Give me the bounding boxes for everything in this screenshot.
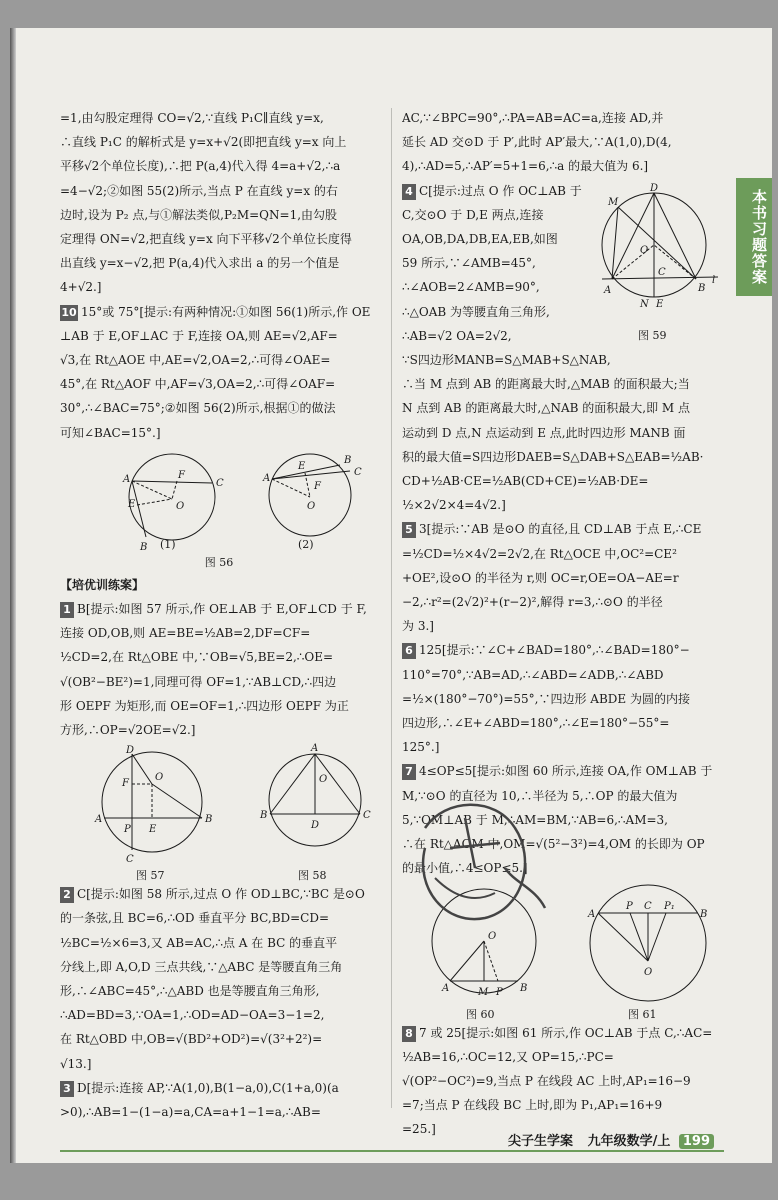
svg-text:C: C bbox=[363, 810, 371, 822]
text-line: 125[提示:∵∠C+∠BAD=180°,∴∠BAD=180°− bbox=[419, 643, 690, 658]
svg-text:P: P bbox=[496, 986, 503, 998]
svg-text:C: C bbox=[126, 854, 134, 865]
text-line: =½CD=½×4√2=2√2,在 Rt△OCE 中,OC²=CE² bbox=[402, 546, 677, 561]
text-line: C[提示:过点 O 作 OC⊥AB 于 bbox=[419, 183, 582, 198]
text-line: AC,∵∠BPC=90°,∴PA=AB=AC=a,连接 AD,并 bbox=[402, 111, 664, 125]
answer-8 bbox=[402, 1021, 720, 1142]
svg-text:A: A bbox=[263, 472, 271, 484]
footer-rule bbox=[60, 1150, 724, 1152]
svg-text:B: B bbox=[700, 908, 708, 920]
text-line: ∴在 Rt△AOM 中,OM=√(5²−3²)=4,OM 的长即为 OP bbox=[402, 837, 705, 852]
svg-text:A: A bbox=[588, 908, 596, 920]
question-number: 10 bbox=[61, 305, 77, 319]
figure-56-caption: 图 56 bbox=[204, 555, 234, 569]
question-number: 3 bbox=[60, 1081, 74, 1097]
question-number: 2 bbox=[60, 887, 74, 903]
figure-59-diagram bbox=[598, 183, 720, 323]
svg-text:P: P bbox=[626, 900, 633, 912]
text-line: 125°.] bbox=[402, 740, 440, 755]
figure-59-caption: 图 59 bbox=[638, 328, 667, 342]
section-heading: 【培优训练案】 bbox=[60, 577, 145, 592]
text-line: 出直线 y=x−√2,把 P(a,4)代入求出 a 的另一个值是 bbox=[60, 256, 340, 271]
question-number: 7 bbox=[402, 764, 416, 780]
figure-60-caption: 图 60 bbox=[466, 1007, 495, 1021]
text-line: √(OB²−BE²)=1,同理可得 OF=1,∵AB⊥CD,∴四边 bbox=[60, 674, 337, 689]
answer-4 bbox=[402, 179, 720, 518]
footer-brand: 尖子生学案 bbox=[508, 1134, 574, 1149]
text-line: 4+√2.] bbox=[60, 280, 102, 295]
text-line: D[提示:连接 AP,∵A(1,0),B(1−a,0),C(1+a,0)(a bbox=[77, 1080, 339, 1095]
svg-text:B: B bbox=[260, 810, 268, 822]
answer-3 bbox=[60, 1076, 378, 1124]
question-number: 1 bbox=[60, 602, 74, 618]
figure-56 bbox=[60, 445, 378, 573]
text-line: N 点到 AB 的距离最大时,△NAB 的面积最大,即 M 点 bbox=[402, 401, 691, 416]
svg-text:A: A bbox=[311, 743, 319, 755]
svg-text:A: A bbox=[604, 284, 612, 296]
text-line: 形,∴∠ABC=45°,∴△ABD 也是等腰直角三角形, bbox=[60, 984, 320, 999]
text-line: 积的最大值=S四边形DAEB=S△DAB+S△EAB=½AB· bbox=[402, 449, 704, 464]
text-line: 4≤OP≤5[提示:如图 60 所示,连接 OA,作 OM⊥AB 于 bbox=[419, 764, 713, 779]
text-line: CD+½AB·CE=½AB(CD+CE)=½AB·DE= bbox=[402, 474, 649, 489]
svg-text:M: M bbox=[478, 986, 489, 998]
text-line: =1,由勾股定理得 CO=√2,∵直线 P₁C∥直线 y=x, bbox=[60, 111, 324, 125]
figure-58-caption: 图 58 bbox=[298, 869, 327, 883]
text-line: B[提示:如图 57 所示,作 OE⊥AB 于 E,OF⊥CD 于 F, bbox=[77, 602, 367, 617]
text-line: 5,∵OM⊥AB 于 M,∴AM=BM,∵AB=6,∴AM=3, bbox=[402, 812, 668, 827]
answers-section-tab[interactable]: 本书习题答案 bbox=[736, 178, 772, 296]
text-line: C[提示:如图 58 所示,过点 O 作 OD⊥BC,∵BC 是⊙O bbox=[77, 887, 365, 902]
answer-2 bbox=[60, 882, 378, 1076]
svg-text:A: A bbox=[442, 982, 450, 994]
svg-text:E: E bbox=[128, 498, 136, 510]
svg-text:C: C bbox=[216, 477, 224, 489]
figure-57-caption: 图 57 bbox=[136, 869, 165, 883]
text-line: 在 Rt△OBD 中,OB=√(BD²+OD²)=√(3²+2²)= bbox=[60, 1032, 323, 1047]
svg-text:C: C bbox=[644, 900, 652, 912]
text-line: 59 所示,∵∠AMB=45°, bbox=[402, 256, 536, 271]
svg-text:F: F bbox=[178, 469, 185, 481]
figure-56-sub1: (1) bbox=[160, 537, 176, 551]
figures-57-58-diagram bbox=[60, 742, 378, 864]
svg-text:l: l bbox=[712, 274, 716, 286]
question-number: 6 bbox=[402, 643, 416, 659]
svg-text:F: F bbox=[122, 778, 129, 790]
text-line: √(OP²−OC²)=9,当点 P 在线段 AC 上时,AP₁=16−9 bbox=[402, 1073, 691, 1088]
answer-6 bbox=[402, 638, 720, 759]
right-continuation bbox=[402, 106, 720, 179]
text-line: =4−√2;②如图 55(2)所示,当点 P 在直线 y=x 的右 bbox=[60, 183, 338, 198]
left-continuation bbox=[60, 106, 378, 300]
text-line: 分线上,即 A,O,D 三点共线,∵△ABC 是等腰直角三角 bbox=[60, 959, 343, 974]
text-line: +OE²,设⊙O 的半径为 r,则 OC=r,OE=OA−AE=r bbox=[402, 570, 679, 585]
svg-text:D: D bbox=[311, 820, 320, 832]
svg-text:O: O bbox=[488, 930, 497, 942]
svg-text:B: B bbox=[140, 541, 148, 553]
text-line: 110°=70°,∵AB=AD,∴∠ABD=∠ADB,∴∠ABD bbox=[402, 667, 664, 682]
text-line: 边时,设为 P₂ 点,与①解法类似,P₂M=QN=1,由勾股 bbox=[60, 207, 338, 222]
figures-57-58 bbox=[60, 742, 378, 882]
text-line: =½×(180°−70°)=55°,∵四边形 ABDE 为圆的内接 bbox=[402, 691, 690, 706]
text-line: 可知∠BAC=15°.] bbox=[60, 425, 161, 440]
text-line: 30°,∴∠BAC=75°;②如图 56(2)所示,根据①的做法 bbox=[60, 401, 336, 416]
right-column bbox=[402, 106, 720, 1142]
svg-text:E: E bbox=[298, 460, 306, 472]
text-line: √3,在 Rt△AOE 中,AE=√2,OA=2,∴可得∠OAE= bbox=[60, 353, 331, 368]
svg-text:F: F bbox=[314, 480, 321, 492]
svg-text:M: M bbox=[608, 196, 619, 208]
text-line: ½CD=2,在 Rt△OBE 中,∵OB=√5,BE=2,∴OE= bbox=[60, 650, 334, 665]
page-footer bbox=[508, 1130, 714, 1149]
text-line: =25.] bbox=[402, 1122, 436, 1137]
svg-text:O: O bbox=[640, 244, 649, 256]
svg-text:A: A bbox=[95, 814, 103, 826]
text-line: ½BC=½×6=3,又 AB=AC,∴点 A 在 BC 的垂直平 bbox=[60, 935, 338, 950]
svg-text:C: C bbox=[658, 266, 666, 278]
figure-56-sub2: (2) bbox=[298, 537, 314, 551]
svg-text:O: O bbox=[307, 500, 316, 512]
text-line: 四边形,∴∠E+∠ABD=180°,∴∠E=180°−55°= bbox=[402, 716, 670, 731]
text-line: ∴当 M 点到 AB 的距离最大时,△MAB 的面积最大;当 bbox=[402, 377, 690, 392]
text-line: ∴AB=√2 OA=2√2, bbox=[402, 328, 512, 343]
text-line: 延长 AD 交⊙D 于 P′,此时 AP′最大,∵A(1,0),D(4, bbox=[402, 135, 672, 150]
answer-page bbox=[10, 28, 772, 1163]
text-line: 3[提示:∵AB 是⊙O 的直径,且 CD⊥AB 于点 E,∴CE bbox=[419, 522, 702, 537]
svg-text:O: O bbox=[176, 500, 185, 512]
svg-text:N: N bbox=[640, 298, 649, 310]
text-line: 定理得 ON=√2,把直线 y=x 向下平移√2个单位长度得 bbox=[60, 232, 352, 247]
svg-text:B: B bbox=[520, 982, 528, 994]
text-line: √13.] bbox=[60, 1056, 92, 1071]
svg-text:D: D bbox=[650, 182, 659, 194]
text-line: 运动到 D 点,N 点运动到 E 点,此时四边形 MANB 面 bbox=[402, 425, 686, 440]
handwritten-watermark bbox=[405, 788, 565, 938]
svg-text:P: P bbox=[124, 824, 131, 836]
answer-10 bbox=[60, 300, 378, 445]
svg-text:P₁: P₁ bbox=[664, 900, 675, 912]
svg-text:E: E bbox=[656, 298, 664, 310]
text-line: ½AB=16,∴OC=12,又 OP=15,∴PC= bbox=[402, 1049, 614, 1064]
page-number: 199 bbox=[679, 1134, 714, 1149]
text-line: C,交⊙O 于 D,E 两点,连接 bbox=[402, 207, 544, 222]
svg-text:O: O bbox=[644, 966, 653, 978]
svg-text:O: O bbox=[319, 774, 328, 786]
text-line: 的一条弦,且 BC=6,∴OD 垂直平分 BC,BD=CD= bbox=[60, 911, 330, 926]
text-line: 7 或 25[提示:如图 61 所示,作 OC⊥AB 于点 C,∴AC= bbox=[419, 1025, 713, 1040]
svg-text:B: B bbox=[698, 282, 706, 294]
text-line: 15°或 75°[提示:有两种情况:①如图 56(1)所示,作 OE bbox=[81, 304, 371, 319]
text-line: 方形,∴OP=√2OE=√2.] bbox=[60, 723, 196, 738]
svg-text:A: A bbox=[123, 473, 131, 485]
svg-text:B: B bbox=[205, 814, 213, 826]
text-line: ∴直线 P₁C 的解析式是 y=x+√2(即把直线 y=x 向上 bbox=[60, 135, 347, 150]
answer-1 bbox=[60, 597, 378, 742]
text-line: >0),∴AB=1−(1−a)=a,CA=a+1−1=a,∴AB= bbox=[60, 1105, 321, 1120]
text-line: 平移√2个单位长度),∴把 P(a,4)代入得 4=a+√2,∴a bbox=[60, 159, 341, 174]
text-line: −2,∴r²=(2√2)²+(r−2)²,解得 r=3,∴⊙O 的半径 bbox=[402, 595, 663, 610]
text-line: ∴AD=BD=3,∵OA=1,∴OD=AD−OA=3−1=2, bbox=[60, 1008, 325, 1023]
text-line: 45°,在 Rt△AOF 中,AF=√3,OA=2,∴可得∠OAF= bbox=[60, 377, 336, 392]
text-line: M,∵⊙O 的直径为 10,∴半径为 5,∴OP 的最大值为 bbox=[402, 788, 678, 803]
question-number: 5 bbox=[402, 522, 416, 538]
book-spine bbox=[10, 28, 16, 1163]
svg-text:O: O bbox=[155, 772, 164, 784]
text-line: OA,OB,DA,DB,EA,EB,如图 bbox=[402, 232, 558, 247]
text-line: ∴∠AOB=2∠AMB=90°, bbox=[402, 280, 540, 295]
text-line: ½×2√2×4=4√2.] bbox=[402, 498, 506, 513]
text-line: ∴△OAB 为等腰直角三角形, bbox=[402, 304, 550, 319]
text-line: ∵S四边形MANB=S△MAB+S△NAB, bbox=[402, 353, 611, 368]
column-divider bbox=[391, 108, 392, 1108]
svg-text:E: E bbox=[149, 824, 157, 836]
svg-text:B: B bbox=[344, 454, 352, 466]
question-number: 8 bbox=[402, 1026, 416, 1042]
text-line: 的最小值,∴4≤OP≤5.] bbox=[402, 861, 528, 876]
svg-text:D: D bbox=[126, 745, 135, 757]
text-line: 为 3.] bbox=[402, 619, 434, 634]
text-line: 形 OEPF 为矩形,而 OE=OF=1,∴四边形 OEPF 为正 bbox=[60, 698, 349, 713]
answer-5 bbox=[402, 517, 720, 638]
text-line: =7;当点 P 在线段 BC 上时,即为 P₁,AP₁=16+9 bbox=[402, 1098, 663, 1113]
text-line: 4),∴AD=5,∴AP′=5+1=6,∴a 的最大值为 6.] bbox=[402, 159, 649, 174]
text-line: 连接 OD,OB,则 AE=BE=½AB=2,DF=CF= bbox=[60, 626, 311, 641]
figure-61-caption: 图 61 bbox=[628, 1007, 657, 1021]
svg-text:C: C bbox=[354, 466, 362, 478]
footer-book: 九年级数学/上 bbox=[587, 1134, 671, 1149]
question-number: 4 bbox=[402, 184, 416, 200]
text-line: ⊥AB 于 E,OF⊥AC 于 F,连接 OA,则 AE=√2,AF= bbox=[60, 328, 338, 343]
left-column bbox=[60, 106, 378, 1124]
